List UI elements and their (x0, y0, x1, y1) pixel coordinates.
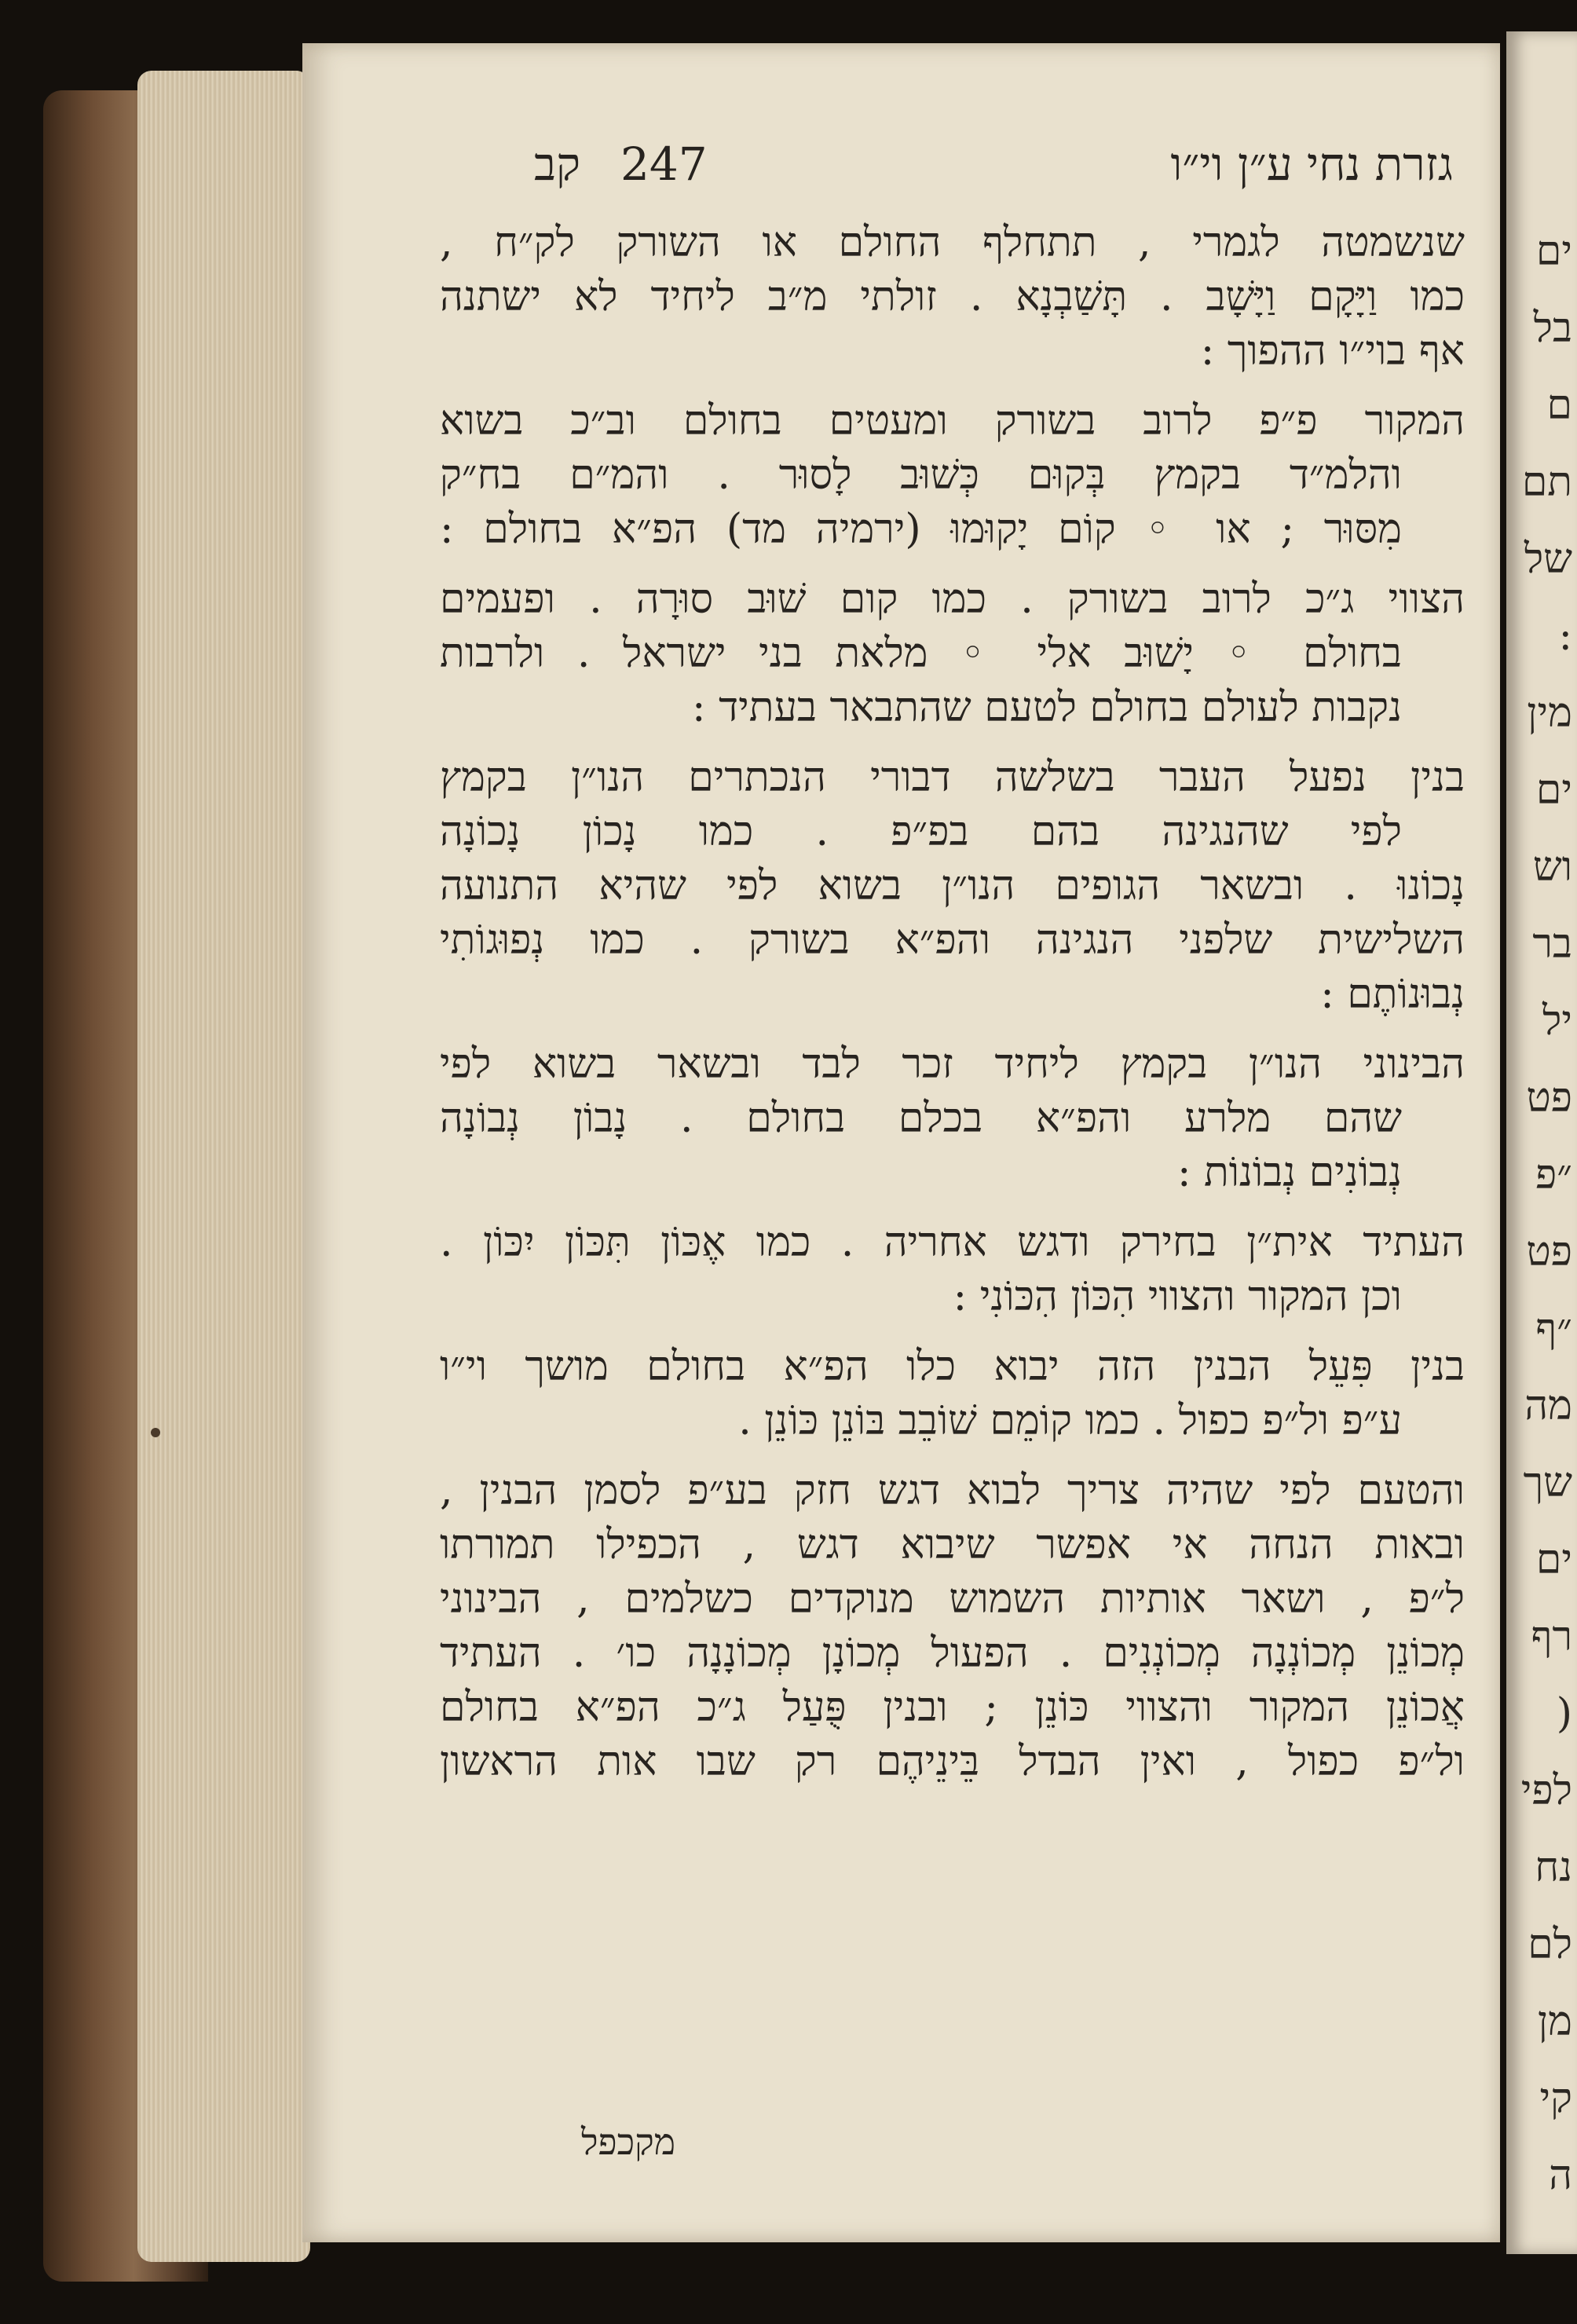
text-line: בנין פִּעֵל הבנין הזה יבוא כלו הפ״א בחולם מושך וי״ו (440, 1343, 1465, 1390)
adjacent-page-fragment: פט (1526, 1074, 1572, 1122)
text-line: אֲכוֹנֵן המקור והצווי כּוֹנֵן ; ובנין פֻּעַל ג״כ הפ״א בחולם (440, 1684, 1465, 1731)
text-line: השלישית שלפני הנגינה והפ״א בשורק . כמו נְפוּגוֹתִי (440, 917, 1465, 964)
adjacent-page-fragment: ה (1549, 2152, 1572, 2199)
adjacent-page-fragment: יל (1542, 997, 1572, 1045)
paragraph (440, 216, 1465, 379)
paragraph (440, 751, 1465, 1022)
text-line: מְכוֹנֵן מְכוֹנְנָה מְכוֹנְנִים . הפעול מְכוֹנָן מְכוֹנָנָה כו׳ . העתיד (440, 1630, 1465, 1677)
adjacent-page-fragment: תם (1521, 459, 1572, 506)
hebrew-page-number: קב (534, 137, 580, 191)
text-line: בנין נפעל העבר בשלשה דבורי הנכתרים הנו״ן בקמץ (440, 754, 1465, 801)
adjacent-page-fragment: ם (1546, 382, 1572, 429)
paragraph (440, 1340, 1465, 1448)
adjacent-page-fragment: מה (1524, 1382, 1572, 1429)
paragraph (440, 573, 1465, 735)
text-line: ובאות הנחה אי אפשר שיבוא דגש , הכפילו תמורתו (440, 1521, 1465, 1568)
text-line: אף בוי״ו ההפוך : (1200, 328, 1465, 375)
running-title: גזרת נחי ע״ן וי״ו (1170, 137, 1453, 191)
text-line: הצווי ג״כ לרוב בשורק . כמו קום שׁוּב סוּרָה . ופעמים (440, 576, 1465, 623)
adjacent-page-fragment: ״ף (1535, 1305, 1572, 1352)
paragraph (440, 394, 1465, 557)
page-number: 247 (620, 137, 708, 191)
ink-spot (151, 1428, 160, 1437)
adjacent-page-fragment: שך (1523, 1459, 1572, 1506)
adjacent-page-fragment: נח (1535, 1844, 1572, 1891)
text-line: מִסּוּר ; או ◦ קוֹם יָקוּמוּ (ירמיה מד) הפ״א בחולם : (440, 506, 1402, 553)
adjacent-page-fragment: רף (1531, 1613, 1572, 1660)
adjacent-page-fragment: ים (1535, 1536, 1572, 1583)
adjacent-page-fragment: ים (1535, 767, 1572, 814)
paragraph (440, 1038, 1465, 1200)
adjacent-page-fragment: מן (1537, 1998, 1572, 2045)
text-line: והטעם לפי שהיה צריך לבוא דגש חזק בע״פ לסמן הבנין , (440, 1467, 1465, 1514)
body-text (440, 216, 1465, 1805)
text-line: הבינוני הנו״ן בקמץ ליחיד זכר לבד ובשאר בשוא לפי (440, 1041, 1465, 1088)
adjacent-page-fragment: לם (1528, 1921, 1572, 1968)
text-line: ול״פ כפול , ואין הבדל בֵּינֵיהֶם רק שבו אות הראשון (440, 1738, 1465, 1785)
adjacent-page-fragment: : (1558, 613, 1572, 660)
text-line: נָכוֹנוּ . ובשאר הגופים הנו״ן בשוא לפי שהיא התנועה (440, 862, 1465, 909)
catchword: מקכפל (581, 2121, 675, 2163)
adjacent-page-fragment: בר (1532, 920, 1572, 968)
adjacent-page-fragment: ״פ (1535, 1151, 1572, 1199)
adjacent-page-fragment: ים (1535, 228, 1572, 275)
text-line: ע״פ ול״פ כפול . כמו קוֹמֵם שׁוֹבֵב בּוֹנֵן כּוֹנֵן . (738, 1397, 1402, 1444)
adjacent-page-fragment: ) (1556, 1690, 1572, 1737)
adjacent-page-fragment: פט (1526, 1228, 1572, 1275)
text-line: נקבות לעולם בחולם לטעם שהתבאר בעתיד : (692, 684, 1402, 731)
text-line: כמו וַיָּקָם וַיָּשָׁב . תָּשַׁבְנָא . זולתי מ״ב ליחיד לא ישתנה (440, 273, 1465, 320)
page-header (503, 137, 1453, 208)
text-line: וכן המקור והצווי הִכּוֹן הִכּוֹנִי : (953, 1273, 1402, 1320)
text-line: שנשמטה לגמרי , תתחלף החולם או השורק לק״ח , (440, 219, 1465, 266)
text-line: בחולם ◦ יָשׁוּב אלי ◦ מלאת בני ישראל . ולרבות (440, 630, 1402, 677)
text-line: העתיד אית״ן בחירק ודגש אחריה . כמו אֶכּוֹן תִּכּוֹן יִכּוֹן . (440, 1219, 1465, 1266)
text-line: שהם מלרע והפ״א בכלם בחולם . נָבוֹן נְבוֹנָה (440, 1095, 1402, 1142)
adjacent-page-fragment: מין (1527, 690, 1572, 737)
text-line: נְבוּנוֹתֶם : (1320, 971, 1465, 1018)
adjacent-page-fragment: וש (1532, 844, 1572, 891)
text-line: ל״פ , ושאר אותיות השמוש מנוקדים כשלמים , הבינוני (440, 1576, 1465, 1623)
adjacent-page-fragment: של (1524, 536, 1572, 583)
text-line: המקור פ״פ לרוב בשורק ומעטים בחולם וב״כ בשוא (440, 397, 1465, 445)
adjacent-page-fragment: לפי (1520, 1767, 1572, 1814)
text-line: נְבוֹנִים נְבוֹנוֹת : (1176, 1149, 1402, 1196)
text-line: לפי שהנגינה בהם בפ״פ . כמו נָכוֹן נָכוֹנָה (440, 808, 1402, 855)
text-line: והלמ״ד בקמץ בְּקוּם כְּשׁוּב לָסוּר . והמ״ם בח״ק (440, 452, 1402, 499)
adjacent-page-fragment: קי (1539, 2075, 1572, 2122)
adjacent-page-edge (1506, 31, 1577, 2254)
paragraph (440, 1216, 1465, 1324)
adjacent-page-fragment: בל (1533, 305, 1572, 352)
paragraph (440, 1464, 1465, 1789)
page-edges (137, 71, 310, 2262)
